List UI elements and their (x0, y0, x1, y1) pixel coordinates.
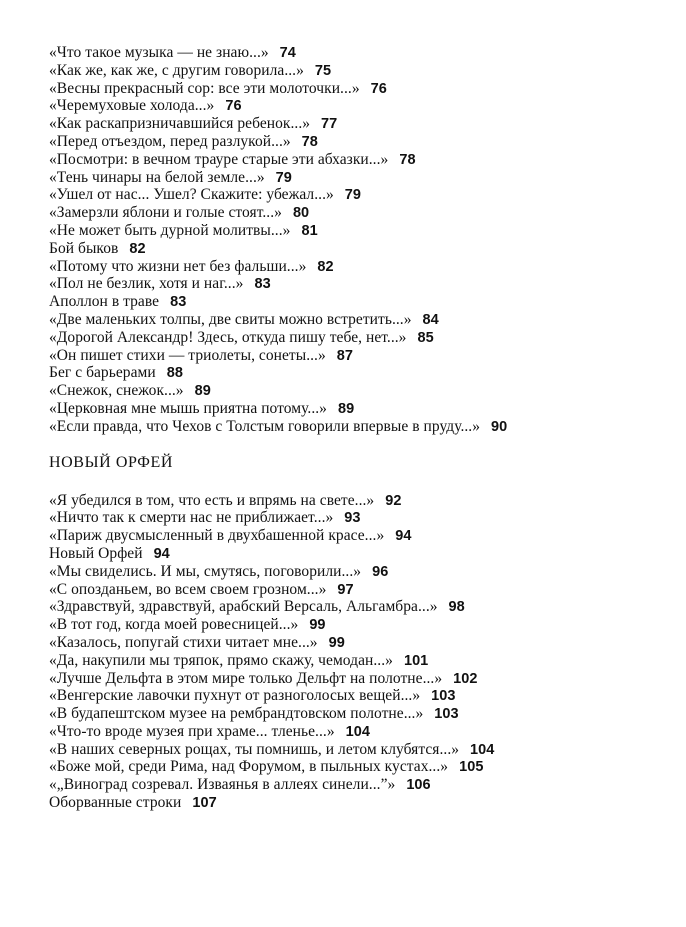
toc-section-list (49, 492, 649, 812)
toc-entry (49, 80, 649, 98)
toc-entry (49, 616, 649, 634)
toc-entry-title: «Не может быть дурной молитвы...» (49, 221, 291, 239)
toc-entry (49, 258, 649, 276)
toc-entry-page-number: 74 (279, 45, 296, 61)
toc-entry-page-number: 79 (344, 187, 362, 204)
toc-entry (49, 509, 649, 527)
toc-entry (49, 794, 649, 812)
toc-entry-title: «Ушел от нас... Ушел? Скажите: убежал...» (49, 186, 334, 204)
toc-entry (49, 275, 649, 293)
toc-entry-title: «Дорогой Александр! Здесь, откуда пишу тебе, нет...» (49, 328, 407, 346)
toc-entry-title: «Да, накупили мы тряпок, прямо скажу, чемодан...» (49, 651, 393, 669)
toc-entry-title: «Снежок, снежок...» (49, 382, 184, 400)
toc-entry (49, 364, 649, 382)
toc-entry-title: «Париж двусмысленный в двухбашенной красе...» (49, 527, 385, 545)
toc-entry (49, 347, 649, 365)
toc-entry-title: «Как раскапризничавшийся ребенок...» (49, 115, 311, 133)
toc-entry (49, 670, 649, 688)
toc-entry (49, 492, 649, 510)
toc-entry-page-number: 107 (192, 795, 217, 812)
toc-entry (49, 329, 649, 347)
toc-entry (49, 169, 649, 187)
toc-section-list (49, 44, 649, 436)
toc-entry-page-number: 93 (344, 510, 361, 527)
toc-entry (49, 776, 649, 794)
toc-entry (49, 652, 649, 670)
toc-entry-page-number: 89 (194, 383, 211, 400)
toc-entry-title: Аполлон в траве (49, 293, 160, 311)
toc-entry (49, 133, 649, 151)
toc-entry-page-number: 94 (395, 528, 412, 545)
toc-entry (49, 62, 649, 80)
toc-entry-page-number: 98 (448, 599, 465, 616)
toc-entry-page-number: 103 (434, 706, 459, 723)
toc-entry (49, 705, 649, 723)
toc-entry-page-number: 89 (337, 400, 355, 417)
toc-entry-page-number: 87 (336, 347, 354, 364)
toc-entry (49, 687, 649, 705)
toc-entry-title: Новый Орфей (49, 544, 143, 562)
toc-entry-title: «Пол не безлик, хотя и наг...» (49, 275, 244, 293)
toc-entry-title: «Здравствуй, здравствуй, арабский Версаль, Альгамбра...» (49, 598, 438, 616)
toc-entry (49, 151, 649, 169)
toc-entry-title: «В будапештском музее на рембрандтовском полотне...» (49, 705, 424, 723)
toc-entry-page-number: 76 (370, 80, 387, 97)
toc-entry-title: «Что-то вроде музея при храме... тленье...» (49, 722, 335, 740)
toc-entry (49, 723, 649, 741)
toc-entry-page-number: 90 (491, 418, 508, 435)
toc-entry (49, 758, 649, 776)
toc-entry-title: «Церковная мне мышь приятна потому...» (49, 399, 327, 417)
toc-entry-page-number: 92 (385, 492, 402, 509)
toc-entry-title: «Тень чинары на белой земле...» (49, 168, 265, 186)
toc-entry-page-number: 105 (459, 759, 484, 776)
toc-entry-title: «С опозданьем, во всем своем грозном...» (49, 580, 327, 598)
toc-entry (49, 634, 649, 652)
toc-entry-title: «Лучше Дельфта в этом мире только Дельфт на полотне...» (49, 669, 443, 687)
toc-entry-title: «Черемуховые холода...» (49, 97, 215, 115)
toc-entry (49, 382, 649, 400)
toc-entry-title: «Весны прекрасный сор: все эти молоточки...» (49, 79, 360, 97)
toc-entry-title: «Он пишет стихи — триолеты, сонеты...» (49, 346, 326, 364)
toc-entry-title: «Казалось, попугай стихи читает мне...» (49, 633, 318, 651)
toc-entry-page-number: 80 (292, 205, 310, 222)
toc-entry-title: «Боже мой, среди Рима, над Форумом, в пыльных кустах...» (49, 758, 449, 776)
toc-entry-page-number: 104 (470, 741, 495, 758)
toc-entry-page-number: 101 (403, 652, 429, 669)
toc-entry-page-number: 77 (321, 116, 338, 133)
toc-entry-page-number: 97 (337, 581, 354, 598)
toc-entry (49, 545, 649, 563)
toc-entry (49, 97, 649, 115)
toc-entry-title: Бой быков (49, 239, 119, 257)
toc-entry-title: Бег с барьерами (49, 364, 156, 382)
toc-entry-page-number: 76 (225, 98, 242, 115)
toc-entry-page-number: 96 (372, 563, 389, 580)
toc-entry-title: «Замерзли яблони и голые стоят...» (49, 204, 282, 222)
toc-entry-title: Оборванные строки (49, 794, 182, 812)
toc-entry-page-number: 85 (417, 329, 434, 346)
toc-page (49, 44, 649, 812)
toc-entry-title: «Две маленьких толпы, две свиты можно встретить...» (49, 310, 412, 328)
toc-entry-page-number: 82 (317, 258, 334, 275)
toc-entry (49, 186, 649, 204)
toc-entry (49, 222, 649, 240)
section-heading: НОВЫЙ ОРФЕЙ (49, 453, 174, 471)
toc-entry-title: «Венгерские лавочки пухнут от разноголосых вещей...» (49, 687, 421, 705)
toc-entry-page-number: 78 (399, 151, 416, 168)
toc-entry (49, 598, 649, 616)
toc-entry-title: «Мы свиделись. И мы, смутясь, поговорили...» (49, 562, 362, 580)
toc-entry (49, 204, 649, 222)
toc-entry-page-number: 103 (431, 688, 456, 705)
toc-entry-title: «„Виноград созревал. Изваянья в аллеях синели...”» (49, 776, 396, 794)
toc-entry-page-number: 106 (406, 777, 431, 794)
toc-entry-page-number: 82 (129, 240, 146, 257)
toc-entry-page-number: 81 (301, 222, 318, 239)
toc-entry (49, 581, 649, 599)
toc-entry (49, 311, 649, 329)
toc-entry-title: «Что такое музыка — не знаю...» (49, 44, 269, 61)
toc-entry-title: «Как же, как же, с другим говорила...» (49, 61, 304, 79)
toc-entry-page-number: 78 (301, 133, 318, 150)
toc-entry-page-number: 75 (314, 62, 332, 79)
toc-entry-page-number: 102 (453, 670, 478, 687)
toc-entry (49, 527, 649, 545)
toc-entry-title: «Я убедился в том, что есть и впрямь на свете...» (49, 491, 375, 509)
toc-entry-page-number: 99 (328, 634, 345, 651)
toc-entry-page-number: 84 (422, 311, 439, 328)
toc-entry-page-number: 99 (309, 617, 326, 634)
toc-entry (49, 400, 649, 418)
toc-entry-title: «Потому что жизни нет без фальши...» (49, 257, 307, 275)
toc-entry (49, 741, 649, 759)
toc-entry-page-number: 94 (153, 545, 170, 562)
toc-entry-page-number: 79 (275, 169, 292, 186)
toc-entry (49, 418, 649, 436)
toc-entry (49, 115, 649, 133)
toc-entry (49, 44, 649, 62)
toc-entry-title: «Посмотри: в вечном трауре старые эти абхазки...» (49, 150, 389, 168)
toc-entry (49, 240, 649, 258)
toc-entry-page-number: 104 (345, 723, 370, 740)
toc-entry (49, 293, 649, 311)
toc-entry-title: «Если правда, что Чехов с Толстым говорили впервые в пруду...» (49, 417, 481, 435)
toc-entry-page-number: 83 (170, 294, 187, 311)
toc-entry-title: «Перед отъездом, перед разлукой...» (49, 132, 291, 150)
toc-entry-title: «В тот год, когда моей ровесницей...» (49, 616, 299, 634)
toc-entry-page-number: 83 (254, 276, 271, 293)
toc-entry-title: «Ничто так к смерти нас не приближает...» (49, 509, 334, 527)
toc-entry (49, 563, 649, 581)
toc-entry-title: «В наших северных рощах, ты помнишь, и летом клубятся...» (49, 740, 460, 758)
toc-entry-page-number: 88 (166, 365, 183, 382)
